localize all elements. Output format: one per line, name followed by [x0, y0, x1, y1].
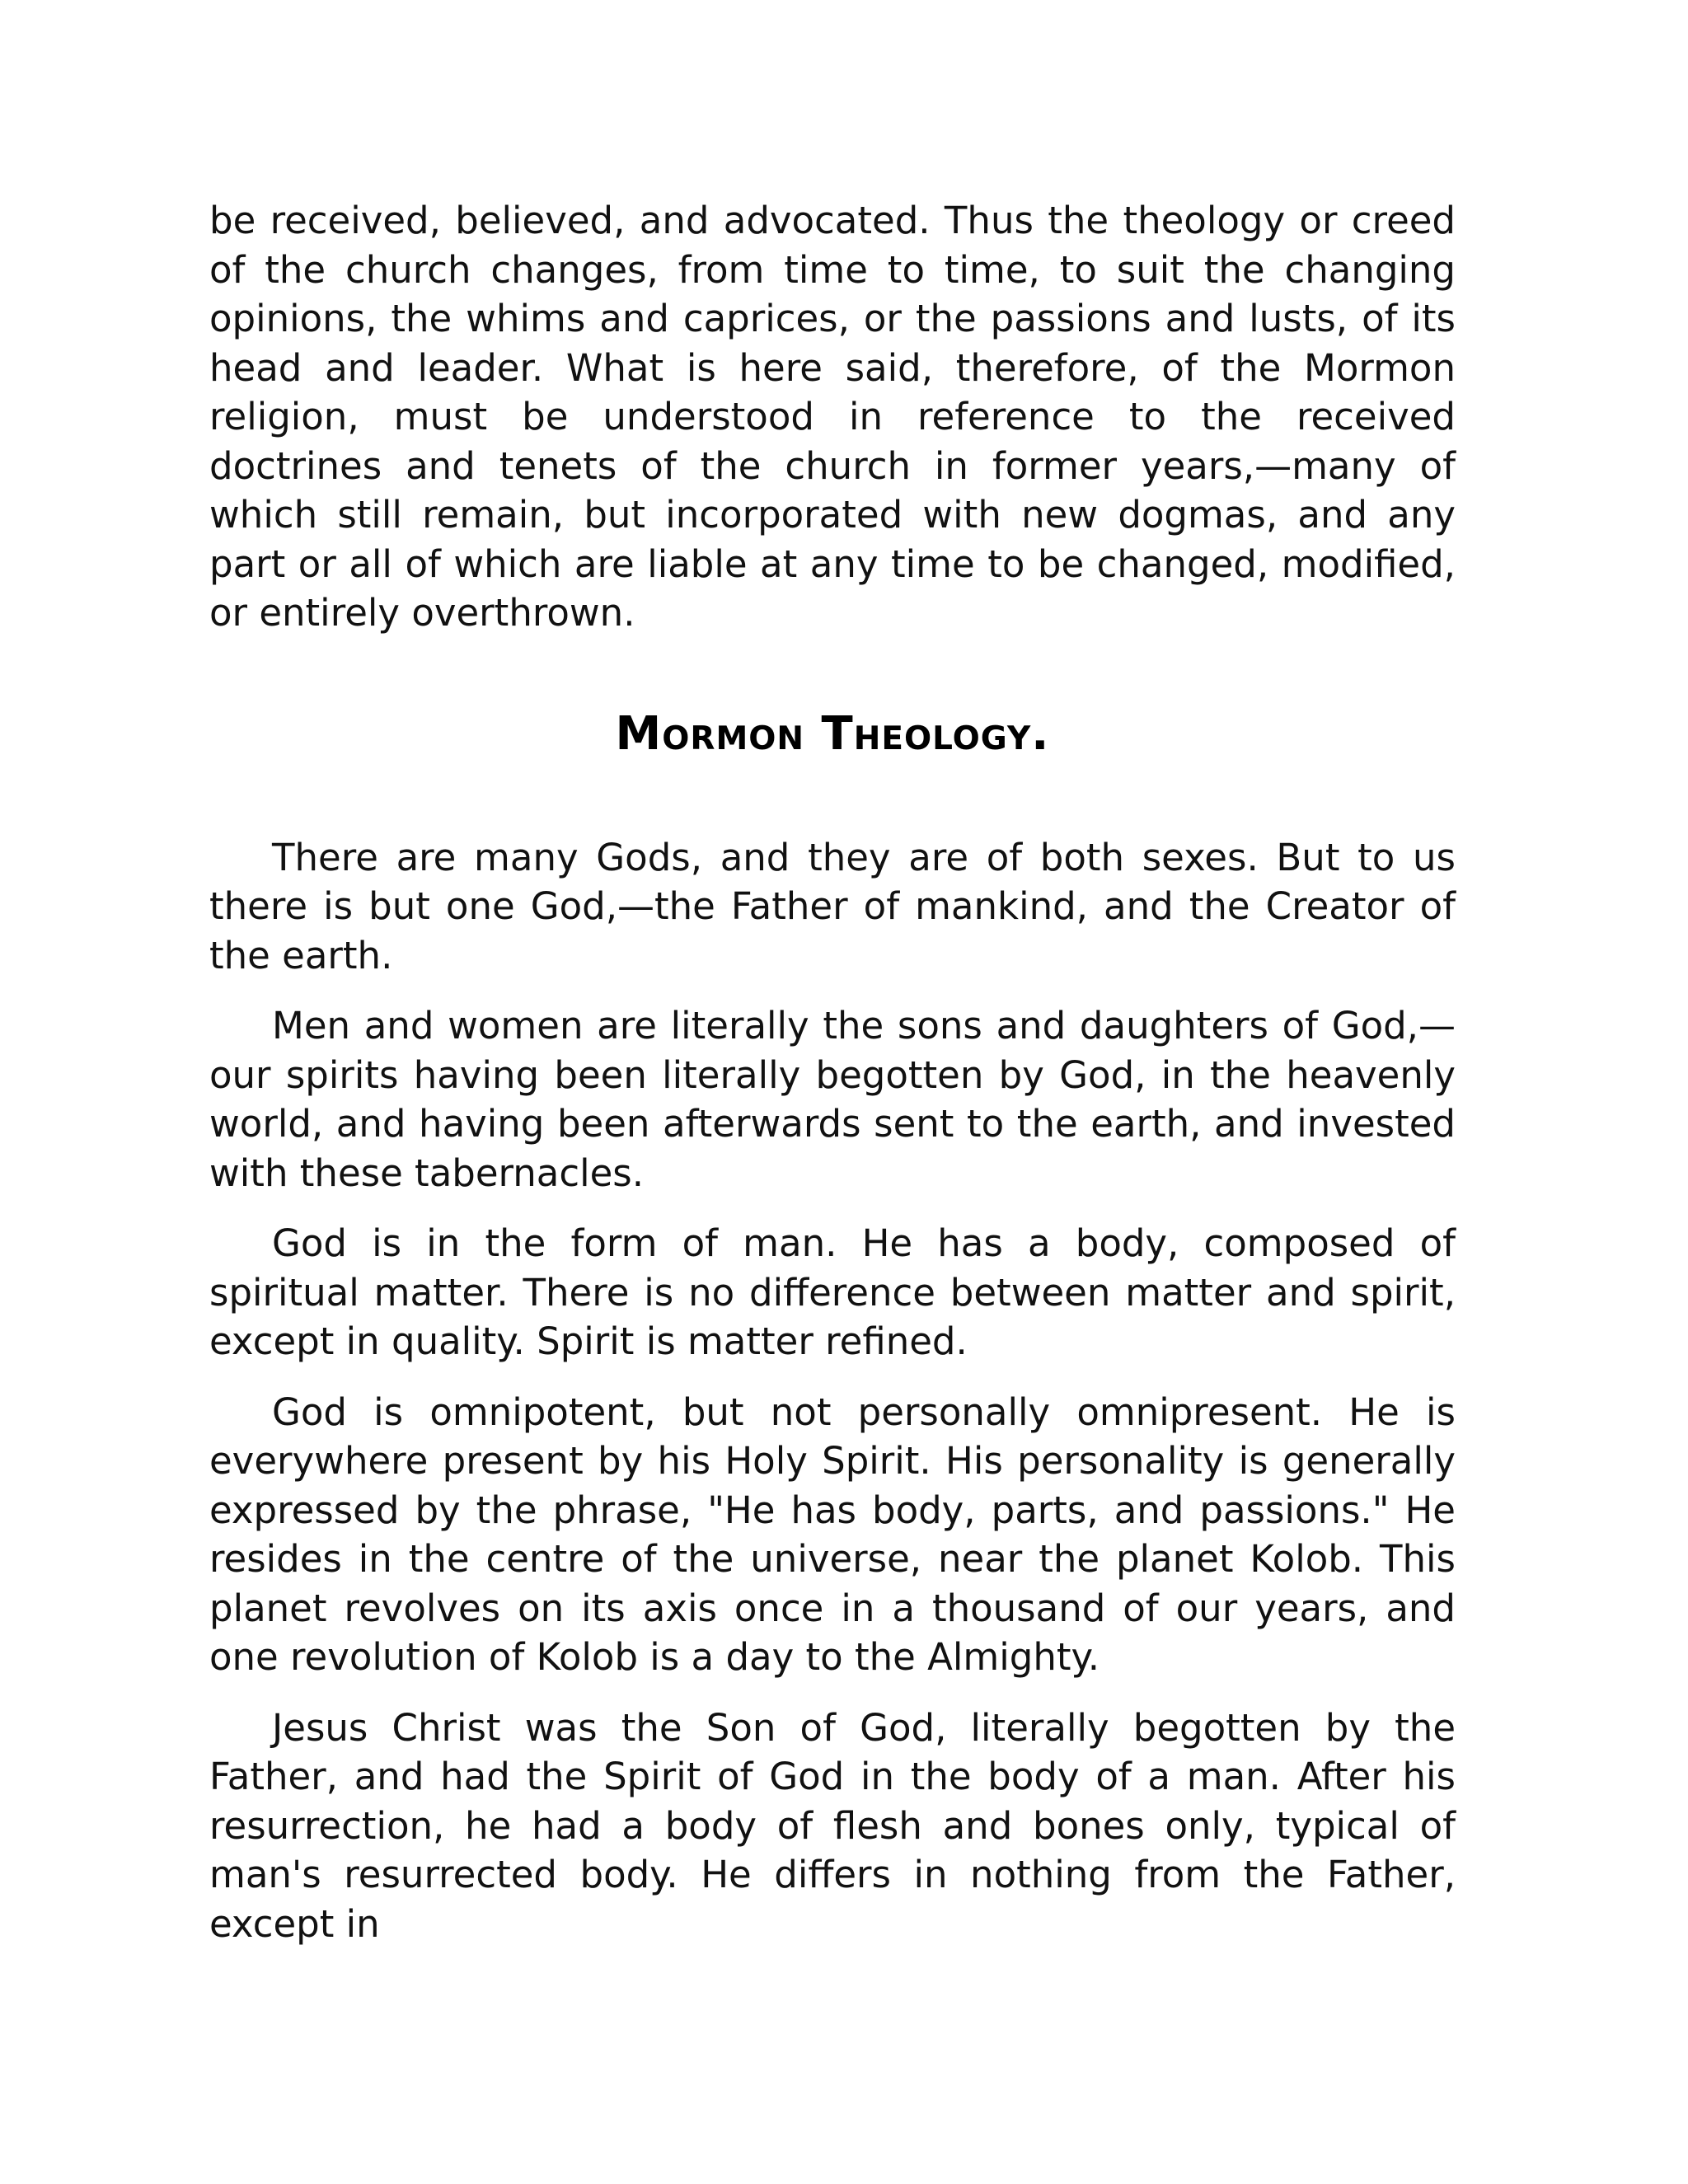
paragraph-jesus-christ: Jesus Christ was the Son of God, literally begotten by the Father, and had the Spirit of God in the body of a man. After his resurrection, he had a body of flesh and bones only, typical of man's resurrected body. He differs in nothing from the Father, except in: [209, 1705, 1456, 1946]
paragraph-omnipotent: God is omnipotent, but not personally omnipresent. He is everywhere present by his Holy Spirit. His personality is generally expressed by the phrase, "He has body, parts, and passions." He resides in the centre of the universe, near the planet Kolob. This planet revolves on its axis once in a thousand of our years, and one revolution of Kolob is a day to the Almighty.: [209, 1390, 1456, 1679]
continued-paragraph: be received, believed, and advocated. Thus the theology or creed of the church changes, from time to time, to suit the changing opinions, the whims and caprices, or the passions and lusts, of its head and leader. What is here said, therefore, of the Mormon religion, must be understood in reference to the received doctrines and tenets of the church in former years,—many of which still remain, but incorporated with new dogmas, and any part or all of which are liable at any time to be changed, modified, or entirely overthrown.: [209, 199, 1456, 635]
paragraph-sons-and-daughters: Men and women are literally the sons and daughters of God,—our spirits having been literally begotten by God, in the heavenly world, and having been afterwards sent to the earth, and invested with these tabernacles.: [209, 1004, 1456, 1195]
section-heading: Mormon Theology.: [615, 706, 1050, 761]
text-column: [209, 196, 1456, 1970]
paragraph-form-of-man: God is in the form of man. He has a body, composed of spiritual matter. There is no difference between matter and spirit, except in quality. Spirit is matter refined.: [209, 1221, 1456, 1363]
paragraph-many-gods: There are many Gods, and they are of both sexes. But to us there is but one God,—the Father of mankind, and the Creator of the earth.: [209, 835, 1456, 977]
